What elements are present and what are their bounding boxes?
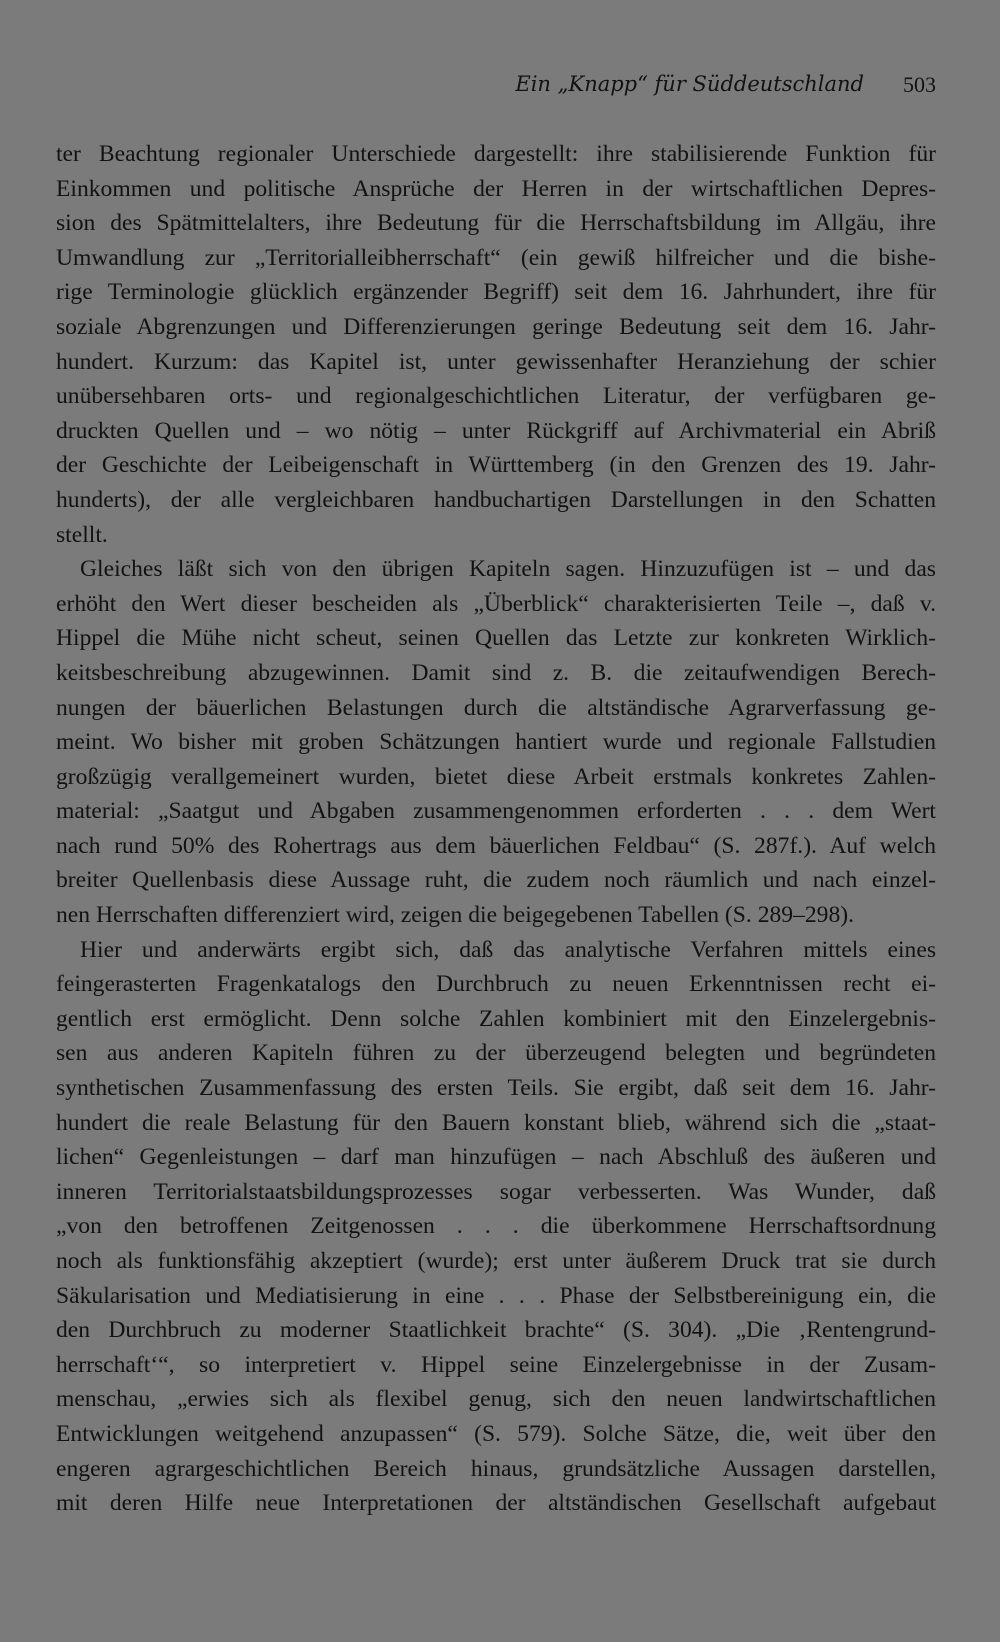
text-line: synthetischen Zusammenfassung des ersten Teils. Sie ergibt, daß seit dem 16. Jahr- [56, 1075, 936, 1102]
text-line: großzügig verallgemeinert wurden, bietet diese Arbeit erstmals konkretes Zahlen- [56, 763, 936, 790]
text-line: menschau, „erwies sich als flexibel genug, sich den neuen landwirtschaftlichen [56, 1386, 936, 1413]
text-line: Säkularisation und Mediatisierung in eine . . . Phase der Selbstbereinigung ein, die [56, 1282, 936, 1309]
text-line: mit deren Hilfe neue Interpretationen der altständischen Gesellschaft aufgebaut [56, 1490, 936, 1517]
text-line: nen Herrschaften differenziert wird, zeigen die beigegebenen Tabellen (S. 289–298). [56, 902, 855, 929]
body-text [56, 137, 936, 1521]
text-line: hundert die reale Belastung für den Bauern konstant blieb, während sich die „staat- [56, 1109, 936, 1136]
text-line: engeren agrargeschichtlichen Bereich hinaus, grundsätzliche Aussagen darstellen, [56, 1455, 936, 1482]
text-line: nach rund 50% des Rohertrags aus dem bäuerlichen Feldbau“ (S. 287f.). Auf welch [56, 832, 936, 859]
text-line: Hippel die Mühe nicht scheut, seinen Quellen das Letzte zur konkreten Wirklich- [56, 625, 936, 652]
text-line: sen aus anderen Kapiteln führen zu der überzeugend belegten und begründeten [56, 1040, 936, 1067]
text-line: soziale Abgrenzungen und Differenzierungen geringe Bedeutung seit dem 16. Jahr- [56, 313, 936, 340]
text-line: ter Beachtung regionaler Unterschiede dargestellt: ihre stabilisierende Funktion für [56, 141, 936, 167]
text-line: Hier und anderwärts ergibt sich, daß das analytische Verfahren mittels eines [80, 936, 936, 963]
text-line: den Durchbruch zu moderner Staatlichkeit brachte“ (S. 304). „Die ‚Rentengrund- [56, 1317, 936, 1344]
text-line: „von den betroffenen Zeitgenossen . . . die überkommene Herrschaftsordnung [56, 1213, 936, 1240]
page-number: 503 [903, 72, 936, 97]
text-line: inneren Territorialstaatsbildungsprozesses sogar verbesserten. Was Wunder, daß [56, 1178, 936, 1205]
text-line: herrschaft‘“, so interpretiert v. Hippel seine Einzelergebnisse in der Zusam- [56, 1351, 936, 1378]
text-line: breiter Quellenbasis diese Aussage ruht, die zudem noch räumlich und nach einzel- [56, 867, 936, 894]
running-title: Ein „Knapp“ für Süddeutschland [515, 72, 864, 96]
text-line: der Geschichte der Leibeigenschaft in Württemberg (in den Grenzen des 19. Jahr- [56, 452, 936, 479]
text-line: material: „Saatgut und Abgaben zusammengenommen erforderten . . . dem Wert [56, 798, 936, 825]
text-line: stellt. [56, 521, 108, 548]
text-line: nungen der bäuerlichen Belastungen durch die altständische Agrarverfassung ge- [56, 694, 936, 721]
text-line: Entwicklungen weitgehend anzupassen“ (S. 579). Solche Sätze, die, weit über den [56, 1420, 936, 1447]
text-line: meint. Wo bisher mit groben Schätzungen hantiert wurde und regionale Fallstudien [56, 729, 936, 756]
text-line: hundert. Kurzum: das Kapitel ist, unter gewissenhafter Heranziehung der schier [56, 348, 936, 375]
text-line: erhöht den Wert dieser bescheiden als „Überblick“ charakterisierten Teile –, daß v. [56, 590, 936, 617]
text-line: unübersehbaren orts- und regionalgeschichtlichen Literatur, der verfügbaren ge- [56, 383, 936, 410]
text-line: Umwandlung zur „Territorialleibherrschaft“ (ein gewiß hilfreicher und die bishe- [56, 244, 936, 271]
text-line: noch als funktionsfähig akzeptiert (wurde); erst unter äußerem Druck trat sie durch [56, 1248, 936, 1274]
text-line: druckten Quellen und – wo nötig – unter Rückgriff auf Archivmaterial ein Abriß [56, 417, 936, 444]
text-line: keitsbeschreibung abzugewinnen. Damit sind z. B. die zeitaufwendigen Berech- [56, 659, 936, 686]
text-line: Gleiches läßt sich von den übrigen Kapiteln sagen. Hinzuzufügen ist – und das [80, 556, 936, 583]
text-line: lichen“ Gegenleistungen – darf man hinzufügen – nach Abschluß des äußeren und [56, 1144, 936, 1171]
text-line: sion des Spätmittelalters, ihre Bedeutung für die Herrschaftsbildung im Allgäu, ihre [56, 210, 936, 237]
text-line: rige Terminologie glücklich ergänzender Begriff) seit dem 16. Jahrhundert, ihre für [56, 279, 936, 306]
text-line: feingerasterten Fragenkatalogs den Durchbruch zu neuen Erkenntnissen recht ei- [56, 971, 936, 998]
text-line: Einkommen und politische Ansprüche der Herren in der wirtschaftlichen Depres- [56, 175, 936, 202]
text-line: gentlich erst ermöglicht. Denn solche Zahlen kombiniert mit den Einzelergebnis- [56, 1005, 936, 1032]
running-head [56, 72, 936, 112]
text-line: hunderts), der alle vergleichbaren handbuchartigen Darstellungen in den Schatten [56, 486, 936, 513]
